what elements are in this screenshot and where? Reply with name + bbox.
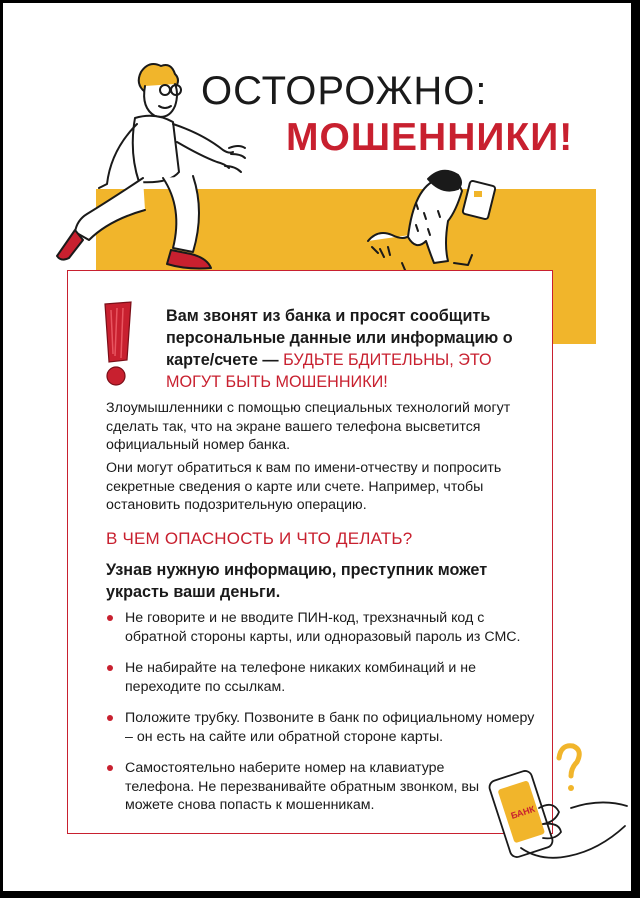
bullet-icon: [107, 615, 113, 621]
warning-lead-text: Вам звонят из банка и просят сообщить персональные данные или информацию о карте/счете —: [166, 307, 513, 369]
list-item-text: Не набирайте на телефоне никаких комбинаций и не переходите по ссылкам.: [125, 660, 477, 695]
list-item: [106, 659, 546, 696]
list-item-text: Самостоятельно наберите номер на клавиатуре телефона. Не перезванивайте обратным звонком, вы можете снова попасть к мошенникам.: [125, 760, 480, 813]
bullet-icon: [107, 715, 113, 721]
list-item: [106, 759, 490, 815]
paragraph-address: Они могут обратиться к вам по имени-отчеству и попросить секретные сведения о карте или счете. Например, чтобы остановить подозрительную операцию.: [106, 460, 502, 513]
raccoon-thief-illustration: [368, 163, 508, 281]
section-bold-statement: Узнав нужную информацию, преступник может украсть ваши деньги.: [106, 561, 488, 601]
warning-lead: [166, 305, 536, 393]
list-item: [106, 709, 546, 746]
page-title-line1: ОСТОРОЖНО:: [201, 69, 488, 113]
warning-lead-alert: БУДЬТЕ БДИТЕЛЬНЫ, ЭТО МОГУТ БЫТЬ МОШЕННИКИ!: [166, 351, 492, 391]
phone-screen-label: БАНК: [509, 803, 537, 821]
phone-in-hand-illustration: [481, 738, 631, 883]
leaflet-page: [3, 3, 631, 891]
bullet-icon: [107, 765, 113, 771]
section-heading: В ЧЕМ ОПАСНОСТЬ И ЧТО ДЕЛАТЬ?: [106, 529, 413, 548]
list-item-text: Положите трубку. Позвоните в банк по официальному номеру – он есть на сайте или обратной стороне карты.: [125, 710, 535, 745]
bullet-icon: [107, 665, 113, 671]
page-title-line2: МОШЕННИКИ!: [286, 116, 574, 159]
list-item-text: Не говорите и не вводите ПИН-код, трехзначный код с обратной стороны карты, или одноразовый пароль из СМС.: [125, 610, 521, 645]
exclamation-icon: [101, 300, 135, 388]
paragraph-technology: Злоумышленники с помощью специальных технологий могут сделать так, что на экране вашего телефона высветится официальный номер банка.: [106, 400, 511, 453]
tips-list: [106, 609, 546, 828]
list-item: [106, 609, 546, 646]
